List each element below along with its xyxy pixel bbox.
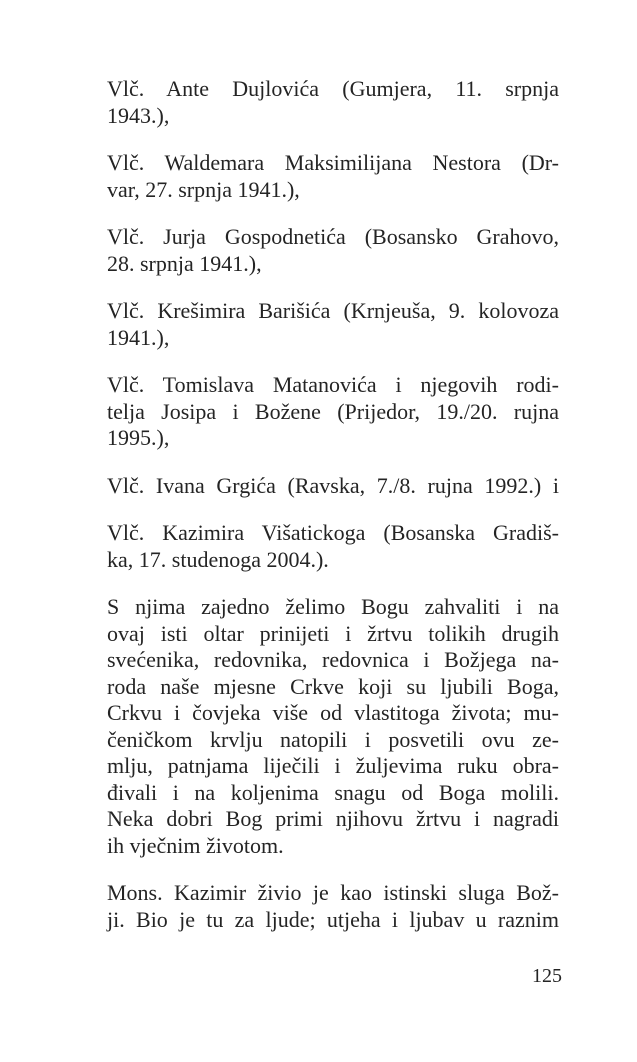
text-line: mlju, patnjama liječili i žuljevima ruku obra- [107, 753, 559, 778]
text-line: Neka dobri Bog primi njihovu žrtvu i nagradi [107, 806, 559, 831]
text-line: Vlč. Ante Dujlovića (Gumjera, 11. srpnja [107, 76, 559, 101]
text-line: telja Josipa i Božene (Prijedor, 19./20. rujna [107, 398, 559, 424]
text-line: 1995.), [107, 425, 170, 450]
text-block [107, 76, 559, 954]
text-line: var, 27. srpnja 1941.), [107, 176, 300, 202]
text-line: roda naše mjesne Crkve koji su ljubili Boga, [107, 673, 559, 699]
paragraph [107, 594, 559, 859]
text-line: Vlč. Jurja Gospodnetića (Bosansko Grahovo, [107, 224, 559, 249]
paragraph [107, 76, 559, 129]
text-line: čeničkom krvlju natopili i posvetili ovu ze- [107, 726, 559, 752]
text-line: ji. Bio je tu za ljude; utjeha i ljubav u raznim [107, 906, 559, 932]
text-line: 1943.), [107, 102, 170, 128]
text-line: svećenika, redovnika, redovnica i Božjega na- [107, 647, 559, 672]
text-line: S njima zajedno želimo Bogu zahvaliti i na [107, 594, 559, 619]
paragraph [107, 298, 559, 351]
text-line: Vlč. Kazimira Višatickoga (Bosanska Gradiš- [107, 520, 559, 545]
paragraph [107, 520, 559, 573]
text-line: Vlč. Waldemara Maksimilijana Nestora (Dr- [107, 150, 559, 175]
text-line: Crkvu i čovjeka više od vlastitoga života; mu- [107, 700, 559, 725]
text-line: ih vječnim životom. [107, 832, 284, 858]
text-line: ka, 17. studenoga 2004.). [107, 546, 329, 572]
text-line: Mons. Kazimir živio je kao istinski sluga Bož- [107, 880, 559, 905]
text-line: ovaj isti oltar prinijeti i žrtvu tolikih drugih [107, 620, 559, 646]
text-line: Vlč. Krešimira Barišića (Krnjeuša, 9. kolovoza [107, 298, 559, 323]
paragraph [107, 880, 559, 933]
page-number: 125 [532, 965, 562, 987]
text-line: Vlč. Tomislava Matanovića i njegovih rodi- [107, 372, 559, 397]
text-line: Vlč. Ivana Grgića (Ravska, 7./8. rujna 1992.) i [107, 472, 559, 498]
text-line: 28. srpnja 1941.), [107, 250, 262, 276]
paragraph [107, 372, 559, 452]
text-line: 1941.), [107, 324, 170, 350]
text-line: đivali i na koljenima snagu od Boga molili. [107, 779, 559, 805]
paragraph [107, 224, 559, 277]
paragraph [107, 473, 559, 500]
paragraph [107, 150, 559, 203]
